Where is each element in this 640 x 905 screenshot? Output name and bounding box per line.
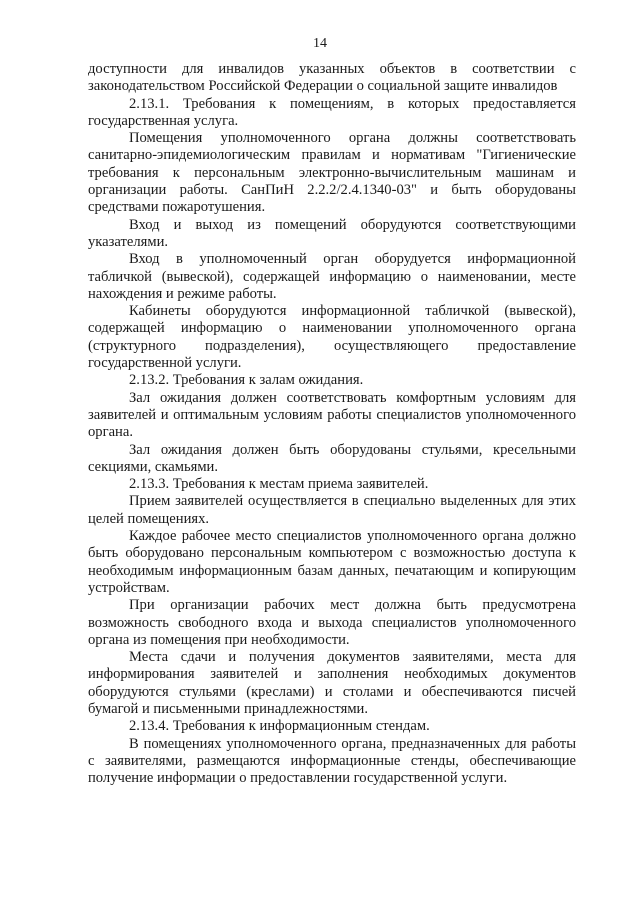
paragraph-11: Прием заявителей осуществляется в специально выделенных для этих целей помещениях. — [88, 493, 576, 527]
paragraph-13: При организации рабочих мест должна быть предусмотрена возможность свободного входа и выхода специалистов уполномоченного органа из помещения при необходимости. — [88, 597, 576, 648]
paragraph-15: 2.13.4. Требования к информационным стендам. — [129, 718, 430, 735]
page-number: 14 — [313, 36, 327, 51]
paragraph-14: Места сдачи и получения документов заявителями, места для информирования заявителей и заполнения необходимых документов оборудуются стульями (креслами) и столами и обеспечиваются писчей бумагой и письменными принадлежностями. — [88, 649, 576, 717]
paragraph-6: Кабинеты оборудуются информационной табличкой (вывеской), содержащей информацию о наименовании уполномоченного органа (структурного подразделения), осуществляющего предоставление государственной услуги. — [88, 303, 576, 372]
paragraph-16: В помещениях уполномоченного органа, предназначенных для работы с заявителями, размещаются информационные стенды, обеспечивающие получение информации о предоставлении государственной услуги. — [88, 735, 576, 787]
paragraph-7: 2.13.2. Требования к залам ожидания. — [129, 372, 364, 389]
paragraph-5: Вход в уполномоченный орган оборудуется информационной табличкой (вывеской), содержащей информацию о наименовании, месте нахождения и режиме работы. — [88, 251, 576, 302]
paragraph-9: Зал ожидания должен быть оборудованы стульями, кресельными секциями, скамьями. — [88, 441, 576, 475]
paragraph-8: Зал ожидания должен соответствовать комфортным условиям для заявителей и оптимальным условиям работы специалистов уполномоченного органа. — [88, 389, 576, 441]
document-body — [88, 61, 576, 787]
paragraph-2: 2.13.1. Требования к помещениям, в которых предоставляется государственная услуга. — [88, 95, 576, 129]
paragraph-10: 2.13.3. Требования к местам приема заявителей. — [129, 476, 429, 493]
paragraph-4: Вход и выход из помещений оборудуются соответствующими указателями. — [88, 216, 576, 250]
paragraph-12: Каждое рабочее место специалистов уполномоченного органа должно быть оборудовано персональным компьютером с возможностью доступа к необходимым информационным базам данных, печатающим и копирующим устройствам. — [88, 528, 576, 596]
paragraph-1: доступности для инвалидов указанных объектов в соответствии с законодательством Российской Федерации о социальной защите инвалидов — [88, 61, 576, 95]
paragraph-3: Помещения уполномоченного органа должны соответствовать санитарно-эпидемиологическим правилам и нормативам "Гигиенические требования к персональным электронно-вычислительным машинам и организации работы. СанПиН 2.2.2/2.4.1340-03" и быть оборудованы средствами пожаротушения. — [88, 130, 576, 216]
